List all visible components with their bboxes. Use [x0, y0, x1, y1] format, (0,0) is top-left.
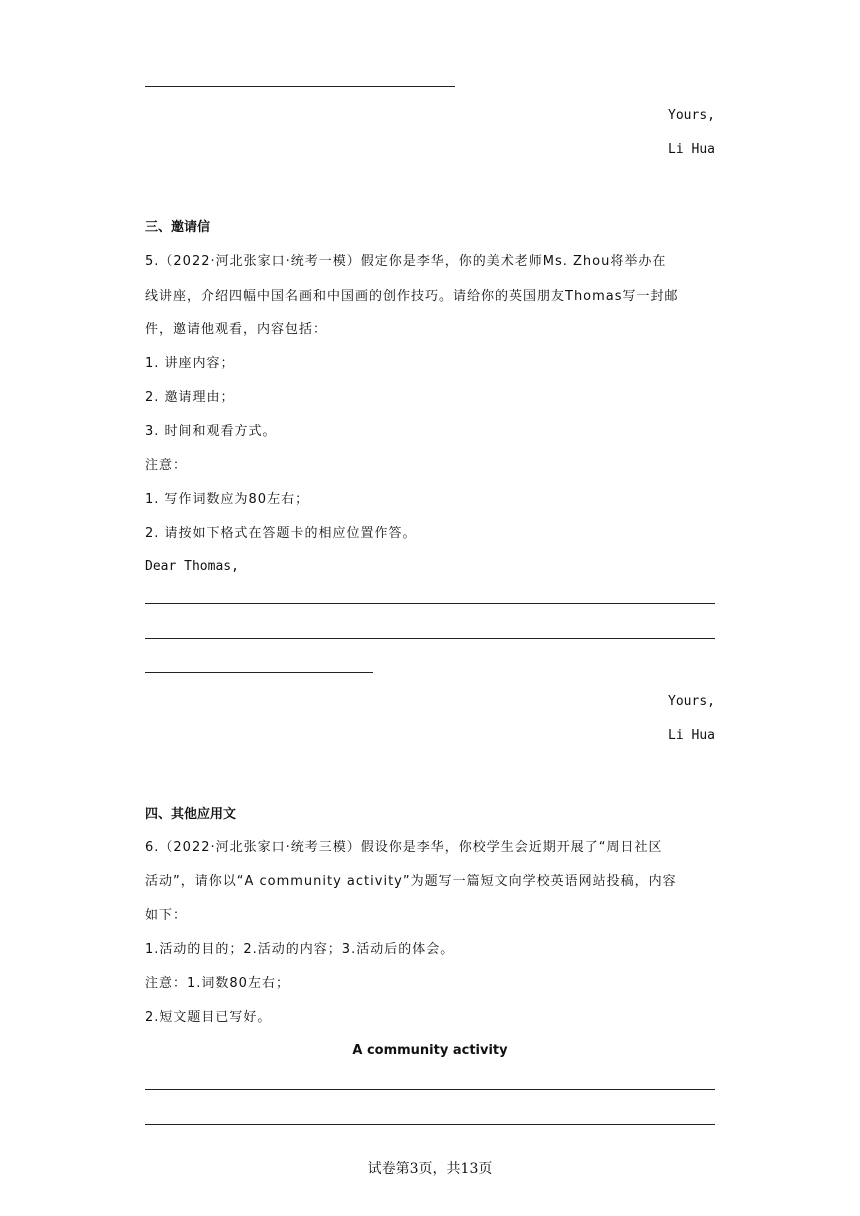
note-item: 1. 写作词数应为80左右； — [145, 492, 310, 507]
question-prompt: 如下： — [145, 908, 188, 923]
question-prompt: 6.（2022·河北张家口·统考三模）假设你是李华，你校学生会近期开展了“周日社区 — [145, 840, 663, 855]
answer-line — [145, 672, 373, 673]
page-number: 试卷第3页，共13页 — [367, 1161, 493, 1177]
note-item: 2.短文题目已写好。 — [145, 1010, 272, 1025]
question-prompt: 活动”，请你以“A community activity”为题写一篇短文向学校英语网站投稿，内容 — [145, 874, 677, 889]
list-item: 1. 讲座内容； — [145, 356, 235, 371]
answer-line — [145, 603, 715, 604]
list-item: 3. 时间和观看方式。 — [145, 424, 277, 439]
note-item: 2. 请按如下格式在答题卡的相应位置作答。 — [145, 526, 417, 541]
salutation: Dear Thomas, — [145, 559, 239, 574]
list-item: 1.活动的目的；2.活动的内容；3.活动后的体会。 — [145, 942, 455, 957]
list-item: 2. 邀请理由； — [145, 390, 235, 405]
note-item: 注意：1.词数80左右； — [145, 976, 290, 991]
question-prompt: 5.（2022·河北张家口·统考一模）假定你是李华，你的美术老师Ms. Zhou将举办在 — [145, 254, 667, 269]
essay-title: A community activity — [352, 1043, 508, 1058]
note-label: 注意： — [145, 458, 188, 473]
answer-line — [145, 638, 715, 639]
question-prompt: 线讲座，介绍四幅中国名画和中国画的创作技巧。请给你的英国朋友Thomas写一封邮 — [145, 289, 679, 304]
signature: Li Hua — [668, 142, 715, 157]
question-prompt: 件，邀请他观看，内容包括： — [145, 322, 328, 337]
answer-line — [145, 86, 455, 87]
section-heading: 三、邀请信 — [145, 220, 211, 235]
answer-line — [145, 1124, 715, 1125]
closing: Yours, — [668, 108, 715, 123]
closing: Yours, — [668, 694, 715, 709]
signature: Li Hua — [668, 728, 715, 743]
answer-line — [145, 1089, 715, 1090]
section-heading: 四、其他应用文 — [145, 807, 237, 822]
